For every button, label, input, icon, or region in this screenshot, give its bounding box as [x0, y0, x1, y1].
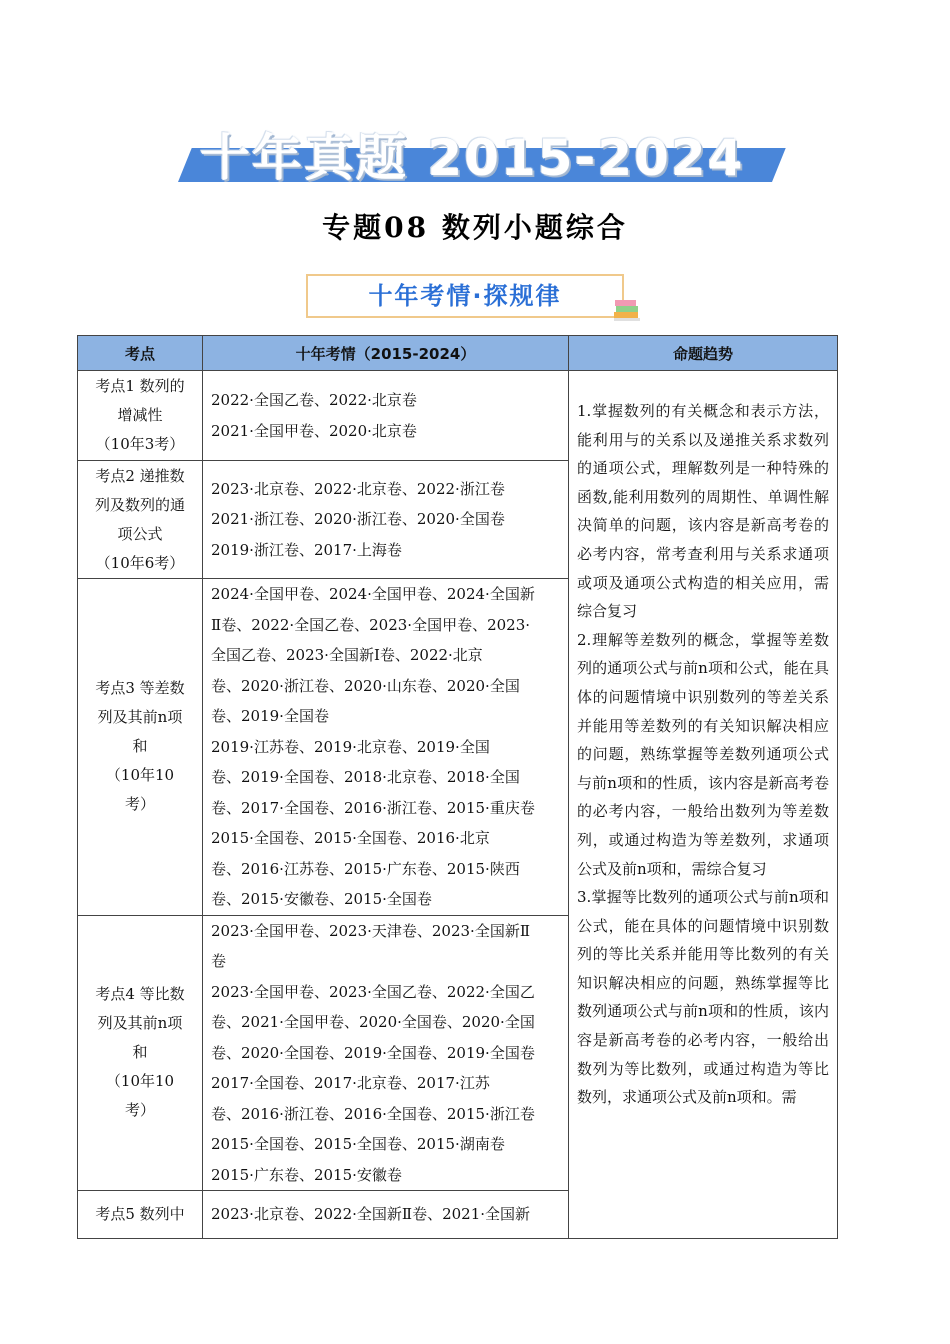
- trend-cell: [569, 371, 838, 1239]
- point-cell: [78, 579, 203, 916]
- history-line: 2024·全国甲卷、2024·全国甲卷、2024·全国新: [211, 585, 535, 603]
- point-line: 项公式: [117, 524, 163, 543]
- history-line: 卷、2017·全国卷、2016·浙江卷、2015·重庆卷: [211, 798, 535, 817]
- history-line: 全国乙卷、2023·全国新Ⅰ卷、2022·北京: [211, 646, 483, 664]
- header-banner: [178, 118, 772, 187]
- books-icon: [612, 296, 642, 322]
- exam-analysis-table: [77, 335, 838, 1239]
- history-line: 2023·全国甲卷、2023·天津卷、2023·全国新Ⅱ: [211, 921, 531, 940]
- table-header-row: [78, 336, 838, 371]
- history-line: 卷、2015·安徽卷、2015·全国卷: [211, 890, 432, 908]
- trend-paragraph: 3.掌握等比数列的通项公式与前n项和公式，能在具体的问题情境中识别数列的等比关系并能用等比数列的有关知识解决相应的问题，熟练掌握等比数列通项公式与前n项和的性质，该内容是新高考卷的必考内容，一般给出数列为等比数列，或通过构造为等比数列，求通项公式及前n项和。需: [577, 888, 829, 1107]
- table-row: [78, 371, 838, 461]
- history-line: 2023·北京卷、2022·全国新Ⅱ卷、2021·全国新: [211, 1205, 531, 1224]
- point-line: （10年10: [105, 1072, 175, 1091]
- history-line: 卷、2020·全国卷、2019·全国卷、2019·全国卷: [211, 1043, 535, 1062]
- history-line: 2017·全国卷、2017·北京卷、2017·江苏: [211, 1074, 490, 1092]
- point-cell: [78, 371, 203, 461]
- history-line: 2015·广东卷、2015·安徽卷: [211, 1165, 402, 1184]
- history-line: 2021·浙江卷、2020·浙江卷、2020·全国卷: [211, 510, 505, 529]
- history-cell: [203, 915, 569, 1191]
- history-line: 卷、2019·全国卷、2018·北京卷、2018·全国: [211, 768, 520, 786]
- subtitle-text: 十年考情·探规律: [368, 282, 562, 310]
- header-trend: 命题趋势: [569, 336, 838, 371]
- trend-paragraph: 1.掌握数列的有关概念和表示方法，能利用与的关系以及递推关系求数列的通项公式，理解数列是一种特殊的函数,能利用数列的周期性、单调性解决简单的问题，该内容是新高考卷的必考内容，常考查利用与关系求通项或项及通项公式构造的相关应用，需综合复习: [577, 402, 829, 621]
- history-cell: [203, 579, 569, 916]
- history-line: 2019·江苏卷、2019·北京卷、2019·全国: [211, 737, 490, 756]
- history-line: 2021·全国甲卷、2020·北京卷: [211, 421, 417, 440]
- history-cell: [203, 1191, 569, 1239]
- history-line: 卷、2020·浙江卷、2020·山东卷、2020·全国: [211, 676, 520, 695]
- history-line: 卷、2016·江苏卷、2015·广东卷、2015·陕西: [211, 859, 520, 878]
- header-point: 考点: [78, 336, 203, 371]
- history-line: 2023·全国甲卷、2023·全国乙卷、2022·全国乙: [211, 982, 535, 1001]
- point-line: 考点2 递推数: [95, 466, 185, 485]
- point-line: 考点5 数列中: [95, 1205, 185, 1223]
- banner-title: 十年真题 2015-2024: [200, 129, 745, 187]
- subtitle-badge: [306, 274, 624, 318]
- point-line: 列及其前n项: [97, 708, 183, 727]
- point-line: （10年10: [105, 766, 175, 785]
- header-history: 十年考情（2015-2024）: [203, 336, 569, 371]
- history-line: 卷、2019·全国卷: [211, 707, 329, 725]
- point-line: 列及其前n项: [97, 1014, 183, 1033]
- trend-paragraph: 2.理解等差数列的概念，掌握等差数列的通项公式与前n项和公式，能在具体的问题情境中识别数列的等差关系并能用等差数列的有关知识解决相应的问题，熟练掌握等差数列通项公式与前n项和的性质，该内容是新高考卷的必考内容，一般给出数列为等差数列，或通过构造为等差数列，求通项公式及前n项和，需综合复习: [577, 630, 829, 878]
- history-cell: [203, 461, 569, 579]
- point-line: 列及数列的通: [94, 495, 185, 514]
- point-line: （10年3考）: [95, 435, 185, 453]
- history-line: Ⅱ卷、2022·全国乙卷、2023·全国甲卷、2023·: [211, 615, 531, 634]
- point-line: 考点3 等差数: [95, 679, 185, 698]
- point-line: 和: [132, 1043, 148, 1062]
- point-line: 考点1 数列的: [95, 377, 185, 395]
- history-line: 2019·浙江卷、2017·上海卷: [211, 540, 402, 559]
- history-cell: [203, 371, 569, 461]
- point-line: 增减性: [117, 406, 163, 424]
- history-line: 卷: [211, 952, 227, 970]
- point-cell: [78, 915, 203, 1191]
- history-line: 卷、2016·浙江卷、2016·全国卷、2015·浙江卷: [211, 1104, 535, 1123]
- point-line: 考）: [124, 795, 155, 814]
- history-line: 卷、2021·全国甲卷、2020·全国卷、2020·全国: [211, 1013, 535, 1031]
- point-line: 考）: [124, 1101, 155, 1120]
- point-line: （10年6考）: [95, 553, 185, 572]
- point-line: 考点4 等比数: [95, 985, 185, 1004]
- history-line: 2015·全国卷、2015·全国卷、2016·北京: [211, 829, 490, 847]
- point-cell: [78, 1191, 203, 1239]
- point-cell: [78, 461, 203, 579]
- point-line: 和: [132, 737, 148, 756]
- history-line: 2022·全国乙卷、2022·北京卷: [211, 391, 417, 409]
- history-line: 2015·全国卷、2015·全国卷、2015·湖南卷: [211, 1135, 505, 1153]
- history-line: 2023·北京卷、2022·北京卷、2022·浙江卷: [211, 479, 505, 498]
- document-title: 专题08 数列小题综合: [322, 211, 628, 244]
